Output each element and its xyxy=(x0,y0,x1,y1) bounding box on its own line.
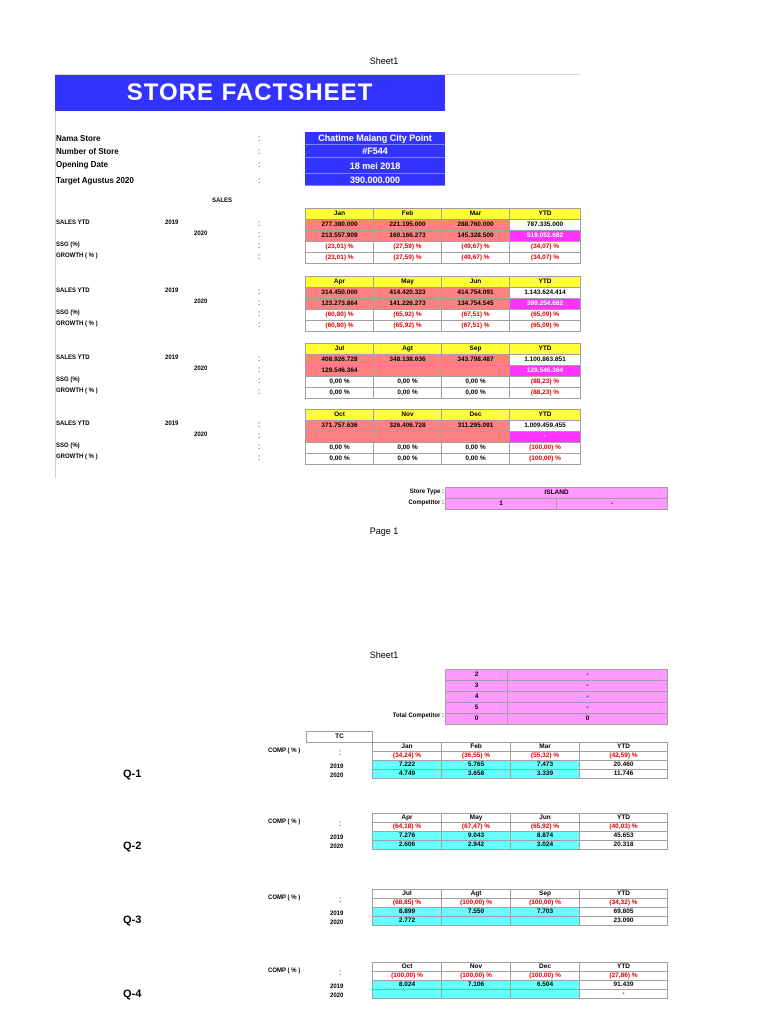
growth-cell: (49,67) % xyxy=(442,253,510,264)
sales-table xyxy=(305,276,581,332)
sales-table xyxy=(305,409,581,465)
growth-cell: 0,00 % xyxy=(374,388,442,399)
month-header: YTD xyxy=(510,277,581,288)
tc-2020-cell xyxy=(442,917,511,926)
sales-2020-cell: 129.546.364 xyxy=(306,366,374,377)
tc-2020-cell xyxy=(442,990,511,999)
store-type-label: Store Type : xyxy=(409,489,444,495)
comp-label: COMP ( % ) xyxy=(268,968,301,974)
colon: : xyxy=(258,431,261,440)
colon: : xyxy=(258,160,261,169)
ssg-cell: (60,80) % xyxy=(306,310,374,321)
competitor-num: 4 xyxy=(446,692,508,703)
info-label-store-number: Number of Store xyxy=(56,147,119,156)
competitor-label: Competitor : xyxy=(408,500,444,506)
tc-2020-cell: 4.749 xyxy=(373,770,442,779)
competitor-val: - xyxy=(508,703,668,714)
sales-2019-cell: 1.143.624.414 xyxy=(510,288,581,299)
row-label-ssg: SSG (%) xyxy=(56,310,80,316)
sales-2020-cell xyxy=(442,366,510,377)
tc-2019-cell: 45.653 xyxy=(580,832,668,841)
colon: : xyxy=(258,453,261,462)
sales-2019-cell: 787.335.000 xyxy=(510,220,581,231)
tc-2019-cell: 7.473 xyxy=(511,761,580,770)
month-header: Jul xyxy=(373,890,442,899)
row-label-year-2019: 2019 xyxy=(165,355,179,361)
month-header: May xyxy=(442,814,511,823)
sales-2020-cell: 145.328.500 xyxy=(442,231,510,242)
info-label-opening-date: Opening Date xyxy=(56,160,109,169)
ssg-cell: (88,23) % xyxy=(510,377,581,388)
row-label-growth: GROWTH ( % ) xyxy=(56,253,98,259)
row-label-growth: GROWTH ( % ) xyxy=(56,454,98,460)
colon: : xyxy=(258,134,261,143)
growth-cell: 0,00 % xyxy=(306,454,374,465)
sales-table xyxy=(305,343,581,399)
tc-2020-cell: 3.024 xyxy=(511,841,580,850)
ssg-cell: (100,00) % xyxy=(510,443,581,454)
colon: : xyxy=(258,252,261,261)
tc-header xyxy=(306,731,373,743)
growth-cell: (23,01) % xyxy=(306,253,374,264)
ssg-cell: 0,00 % xyxy=(442,443,510,454)
month-header: YTD xyxy=(580,814,668,823)
tc-2020-cell: 2.772 xyxy=(373,917,442,926)
row-label-sales-ytd: SALES YTD xyxy=(56,220,90,226)
sales-header: SALES xyxy=(212,198,233,204)
banner-title: STORE FACTSHEET xyxy=(55,75,445,111)
month-header: Agt xyxy=(442,890,511,899)
ssg-cell: (67,51) % xyxy=(442,310,510,321)
sales-2019-cell: 288.760.000 xyxy=(442,220,510,231)
tc-2020-cell: 2.606 xyxy=(373,841,442,850)
tc-2020-cell: 11.746 xyxy=(580,770,668,779)
comp-table xyxy=(372,813,668,850)
tc-2019-cell: 7.222 xyxy=(373,761,442,770)
ssg-cell: (34,07) % xyxy=(510,242,581,253)
month-header: YTD xyxy=(510,209,581,220)
month-header: Agt xyxy=(374,344,442,355)
quarter-label: Q-2 xyxy=(123,840,142,852)
tc-2019-cell: 5.765 xyxy=(442,761,511,770)
store-number-value: #F544 xyxy=(305,145,445,158)
month-header: Dec xyxy=(442,410,510,421)
tc-2019-cell: 7.550 xyxy=(442,908,511,917)
sales-2020-cell: 519.052.682 xyxy=(510,231,581,242)
growth-cell: (67,51) % xyxy=(442,321,510,332)
sales-2020-cell: 141.226.273 xyxy=(374,299,442,310)
ssg-cell: 0,00 % xyxy=(442,377,510,388)
row-label-growth: GROWTH ( % ) xyxy=(56,321,98,327)
sales-2019-cell: 1.100.863.851 xyxy=(510,355,581,366)
comp-label: COMP ( % ) xyxy=(268,819,301,825)
growth-cell: 0,00 % xyxy=(442,388,510,399)
growth-cell: (65,92) % xyxy=(374,321,442,332)
tc-label: TC xyxy=(307,732,373,743)
month-header: YTD xyxy=(510,344,581,355)
sales-2020-cell: - xyxy=(510,432,581,443)
tc-2019-cell: 6.504 xyxy=(511,981,580,990)
comp-cell: (100,00) % xyxy=(511,899,580,908)
sales-2020-cell: 129.546.364 xyxy=(510,366,581,377)
comp-cell: (100,00) % xyxy=(373,972,442,981)
row-label-sales-ytd: SALES YTD xyxy=(56,288,90,294)
sales-2019-cell: 414.754.091 xyxy=(442,288,510,299)
competitor-value: 1 xyxy=(446,499,557,510)
month-header: Jun xyxy=(442,277,510,288)
tc-2020-cell xyxy=(511,917,580,926)
sales-2019-cell: 343.798.487 xyxy=(442,355,510,366)
comp-cell: (27,86) % xyxy=(580,972,668,981)
store-name-value: Chatime Malang City Point xyxy=(305,132,445,145)
sales-2020-cell: 213.557.909 xyxy=(306,231,374,242)
sales-2020-cell: 134.754.545 xyxy=(442,299,510,310)
colon: : xyxy=(258,365,261,374)
sales-2019-cell: 1.009.459.455 xyxy=(510,421,581,432)
sales-2020-cell: 160.166.273 xyxy=(374,231,442,242)
tc-2020-cell: 3.339 xyxy=(511,770,580,779)
tc-2019-cell: 20.460 xyxy=(580,761,668,770)
row-label-year-2020: 2020 xyxy=(194,299,208,305)
sales-table xyxy=(305,208,581,264)
year-2019-label: 2019 xyxy=(330,835,344,841)
tc-2020-cell: 2.942 xyxy=(442,841,511,850)
row-label-growth: GROWTH ( % ) xyxy=(56,388,98,394)
comp-table xyxy=(372,889,668,926)
comp-table xyxy=(372,742,668,779)
tc-2020-cell: - xyxy=(580,990,668,999)
sales-2020-cell xyxy=(442,432,510,443)
tc-2019-cell: 91.439 xyxy=(580,981,668,990)
colon: : xyxy=(258,320,261,329)
comp-cell: (100,00) % xyxy=(442,899,511,908)
ssg-cell: (65,92) % xyxy=(374,310,442,321)
total-competitor-label: Total Competitor : xyxy=(392,713,444,719)
month-header: YTD xyxy=(580,890,668,899)
year-2020-label: 2020 xyxy=(330,920,344,926)
ssg-cell: (49,67) % xyxy=(442,242,510,253)
growth-cell: (60,80) % xyxy=(306,321,374,332)
comp-cell: (100,00) % xyxy=(442,972,511,981)
tc-2020-cell xyxy=(511,990,580,999)
month-header: Jun xyxy=(511,814,580,823)
row-label-year-2019: 2019 xyxy=(165,288,179,294)
colon: : xyxy=(258,309,261,318)
row-label-year-2020: 2020 xyxy=(194,231,208,237)
colon: : xyxy=(258,230,261,239)
growth-cell: (34,07) % xyxy=(510,253,581,264)
month-header: Mar xyxy=(442,209,510,220)
sales-2020-cell xyxy=(374,366,442,377)
month-header: YTD xyxy=(580,963,668,972)
store-type-value: ISLAND xyxy=(446,488,668,499)
quarter-label: Q-4 xyxy=(123,988,142,1000)
ssg-cell: (23,01) % xyxy=(306,242,374,253)
month-header: Feb xyxy=(442,743,511,752)
ssg-cell: (27,59) % xyxy=(374,242,442,253)
target-value: 390.000.000 xyxy=(305,174,445,186)
colon: : xyxy=(258,354,261,363)
store-type-table xyxy=(445,487,668,510)
month-header: Dec xyxy=(511,963,580,972)
colon: : xyxy=(258,387,261,396)
comp-cell: (34,24) % xyxy=(373,752,442,761)
comp-cell: (68,85) % xyxy=(373,899,442,908)
tc-2019-cell: 7.106 xyxy=(442,981,511,990)
comp-cell: (36,55) % xyxy=(442,752,511,761)
colon: : xyxy=(258,442,261,451)
sales-2019-cell: 326.406.728 xyxy=(374,421,442,432)
comp-cell: (67,47) % xyxy=(442,823,511,832)
tc-2019-cell: 7.703 xyxy=(511,908,580,917)
ssg-cell: 0,00 % xyxy=(374,443,442,454)
month-header: Nov xyxy=(374,410,442,421)
total-competitor-num: 0 xyxy=(446,714,508,725)
month-header: Feb xyxy=(374,209,442,220)
comp-table xyxy=(372,962,668,999)
comp-cell: (100,00) % xyxy=(511,972,580,981)
colon: : xyxy=(258,219,261,228)
sales-2019-cell: 221.195.000 xyxy=(374,220,442,231)
sales-2019-cell: 371.757.636 xyxy=(306,421,374,432)
year-2020-label: 2020 xyxy=(330,993,344,999)
year-2019-label: 2019 xyxy=(330,764,344,770)
competitor-table xyxy=(445,669,668,725)
competitor-val: - xyxy=(508,692,668,703)
row-label-ssg: SSG (%) xyxy=(56,443,80,449)
month-header: Mar xyxy=(511,743,580,752)
sales-2019-cell: 277.380.000 xyxy=(306,220,374,231)
info-label-target: Target Agustus 2020 xyxy=(56,176,134,185)
comp-label: COMP ( % ) xyxy=(268,895,301,901)
comp-cell: (65,92) % xyxy=(511,823,580,832)
row-label-year-2019: 2019 xyxy=(165,220,179,226)
growth-cell: (27,59) % xyxy=(374,253,442,264)
competitor-dash: - xyxy=(557,499,668,510)
colon: : xyxy=(258,376,261,385)
quarter-label: Q-1 xyxy=(123,768,142,780)
competitor-val: - xyxy=(508,681,668,692)
competitor-val: - xyxy=(508,670,668,681)
comp-cell: (42,59) % xyxy=(580,752,668,761)
colon: : xyxy=(258,176,261,185)
row-label-year-2020: 2020 xyxy=(194,432,208,438)
tc-2019-cell: 7.276 xyxy=(373,832,442,841)
month-header: Sep xyxy=(511,890,580,899)
colon: : xyxy=(258,420,261,429)
growth-cell: (88,23) % xyxy=(510,388,581,399)
sales-2019-cell: 348.138.636 xyxy=(374,355,442,366)
tc-2020-cell: 23.090 xyxy=(580,917,668,926)
sales-2019-cell: 314.450.000 xyxy=(306,288,374,299)
growth-cell: (65,09) % xyxy=(510,321,581,332)
month-header: Nov xyxy=(442,963,511,972)
competitor-num: 2 xyxy=(446,670,508,681)
year-2019-label: 2019 xyxy=(330,911,344,917)
sales-2019-cell: 408.926.728 xyxy=(306,355,374,366)
row-label-year-2020: 2020 xyxy=(194,366,208,372)
comp-label: COMP ( % ) xyxy=(268,748,301,754)
tc-2019-cell: 8.874 xyxy=(511,832,580,841)
month-header: Oct xyxy=(306,410,374,421)
row-label-sales-ytd: SALES YTD xyxy=(56,421,90,427)
month-header: YTD xyxy=(510,410,581,421)
month-header: Jul xyxy=(306,344,374,355)
row-label-year-2019: 2019 xyxy=(165,421,179,427)
row-label-ssg: SSG (%) xyxy=(56,242,80,248)
tc-2020-cell: 20.318 xyxy=(580,841,668,850)
tc-2020-cell xyxy=(373,990,442,999)
competitor-num: 5 xyxy=(446,703,508,714)
sales-2019-cell: 311.295.091 xyxy=(442,421,510,432)
row-label-ssg: SSG (%) xyxy=(56,377,80,383)
sales-2020-cell xyxy=(306,432,374,443)
colon: : xyxy=(258,241,261,250)
ssg-cell: (65,09) % xyxy=(510,310,581,321)
year-2020-label: 2020 xyxy=(330,844,344,850)
tc-2019-cell: 9.043 xyxy=(442,832,511,841)
year-2020-label: 2020 xyxy=(330,773,344,779)
month-header: YTD xyxy=(580,743,668,752)
month-header: Oct xyxy=(373,963,442,972)
sheet-title: Sheet1 xyxy=(369,650,399,660)
month-header: Apr xyxy=(373,814,442,823)
sales-2020-cell xyxy=(374,432,442,443)
growth-cell: (100,00) % xyxy=(510,454,581,465)
page-footer: Page 1 xyxy=(369,526,399,536)
comp-cell: (55,32) % xyxy=(511,752,580,761)
growth-cell: 0,00 % xyxy=(442,454,510,465)
month-header: Sep xyxy=(442,344,510,355)
tc-2019-cell: 8.899 xyxy=(373,908,442,917)
growth-cell: 0,00 % xyxy=(306,388,374,399)
colon: : xyxy=(339,968,342,977)
tc-2019-cell: 8.024 xyxy=(373,981,442,990)
ssg-cell: 0,00 % xyxy=(306,377,374,388)
month-header: May xyxy=(374,277,442,288)
colon: : xyxy=(258,298,261,307)
colon: : xyxy=(339,895,342,904)
info-label-store-name: Nama Store xyxy=(56,134,101,143)
sheet-title: Sheet1 xyxy=(369,56,399,66)
quarter-label: Q-3 xyxy=(123,914,142,926)
total-competitor-val: 0 xyxy=(508,714,668,725)
comp-cell: (64,18) % xyxy=(373,823,442,832)
month-header: Apr xyxy=(306,277,374,288)
sales-2020-cell: 399.254.682 xyxy=(510,299,581,310)
colon: : xyxy=(339,748,342,757)
year-2019-label: 2019 xyxy=(330,984,344,990)
row-label-sales-ytd: SALES YTD xyxy=(56,355,90,361)
sales-2019-cell: 414.420.323 xyxy=(374,288,442,299)
ssg-cell: 0,00 % xyxy=(306,443,374,454)
colon: : xyxy=(339,819,342,828)
growth-cell: 0,00 % xyxy=(374,454,442,465)
competitor-num: 3 xyxy=(446,681,508,692)
tc-2020-cell: 3.658 xyxy=(442,770,511,779)
tc-2019-cell: 69.805 xyxy=(580,908,668,917)
ssg-cell: 0,00 % xyxy=(374,377,442,388)
month-header: Jan xyxy=(373,743,442,752)
comp-cell: (40,03) % xyxy=(580,823,668,832)
comp-cell: (34,32) % xyxy=(580,899,668,908)
month-header: Jan xyxy=(306,209,374,220)
colon: : xyxy=(258,287,261,296)
opening-date-value: 18 mei 2018 xyxy=(305,158,445,174)
sales-2020-cell: 123.273.864 xyxy=(306,299,374,310)
colon: : xyxy=(258,147,261,156)
